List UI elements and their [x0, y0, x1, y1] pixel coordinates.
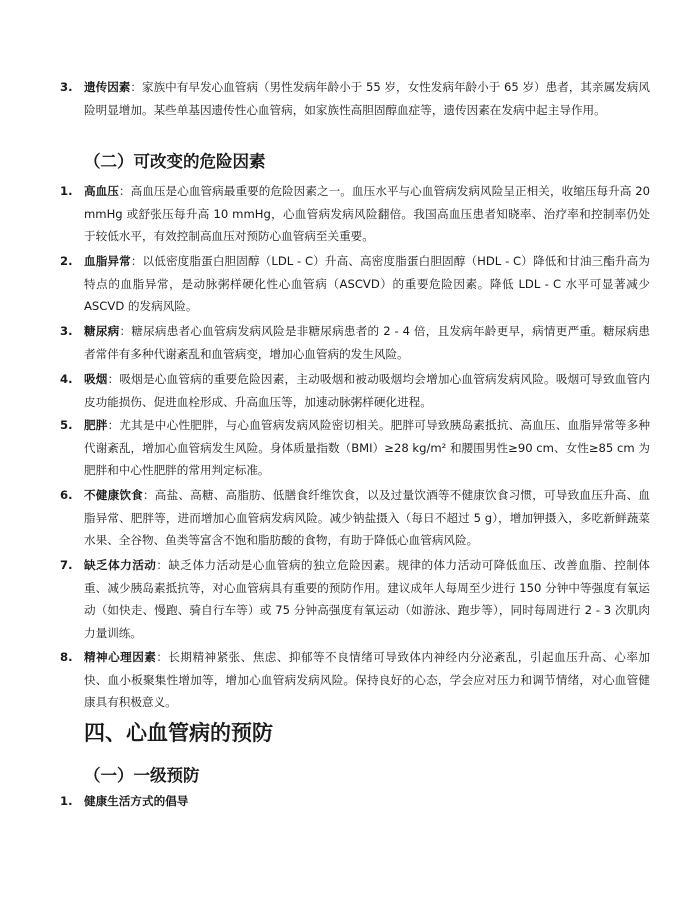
item-text: ：尤其是中心性肥胖，与心血管病发病风险密切相关。肥胖可导致胰岛素抵抗、高血压、血脂异常等多种代谢紊乱，增加心血管病发生风险。身体质量指数（BMI）≥28 kg/m² 和腰围男性≥90 cm、女性≥85 cm 为肥胖和中心性肥胖的常用判定标准。 — [84, 418, 650, 477]
item-body — [84, 484, 650, 552]
item-text: ：高血压是心血管病最重要的危险因素之一。血压水平与心血管病发病风险呈正相关，收缩压每升高 20 mmHg 或舒张压每升高 10 mmHg，心血管病发病风险翻倍。我国高血压患者知晓率、治疗率和控制率仍处于较低水平，有效控制高血压对预防心血管病至关重要。 — [84, 184, 650, 243]
list-item-physical-activity — [60, 554, 650, 644]
item-number: 1. — [60, 184, 73, 198]
item-number: 5. — [60, 418, 73, 432]
list-item-diabetes — [60, 320, 650, 365]
item-body — [84, 646, 650, 714]
item-title: 缺乏体力活动 — [84, 558, 157, 572]
list-item-diet — [60, 484, 650, 552]
item-title: 高血压 — [84, 184, 119, 198]
section-heading-primary: （一）一级预防 — [84, 766, 200, 785]
item-number: 4. — [60, 372, 73, 386]
item-body — [84, 368, 650, 413]
section-heading-modifiable: （二）可改变的危险因素 — [84, 152, 266, 171]
item-text: ：以低密度脂蛋白胆固醇（LDL - C）升高、高密度脂蛋白胆固醇（HDL - C）降低和甘油三酯升高为特点的血脂异常，是动脉粥样硬化性心血管病（ASCVD）的重要危险因素。降低 LDL - C 水平可显著减少 ASCVD 的发病风险。 — [84, 254, 650, 313]
item-title: 糖尿病 — [84, 324, 120, 338]
item-body — [84, 414, 650, 482]
list-item-smoking — [60, 368, 650, 413]
list-item-obesity — [60, 414, 650, 482]
sub-item-lifestyle — [60, 790, 188, 812]
item-number: 3. — [60, 80, 73, 94]
list-item-hypertension — [60, 180, 650, 248]
item-text: ：糖尿病患者心血管病发病风险是非糖尿病患者的 2 - 4 倍，且发病年龄更早，病情更严重。糖尿病患者常伴有多种代谢紊乱和血管病变，增加心血管病的发生风险。 — [84, 324, 650, 361]
item-title: 健康生活方式的倡导 — [84, 794, 189, 808]
item-title: 肥胖 — [84, 418, 108, 432]
item-title: 遗传因素 — [84, 80, 131, 94]
item-title: 血脂异常 — [84, 254, 131, 268]
item-body — [84, 250, 650, 318]
item-text: ：家族中有早发心血管病（男性发病年龄小于 55 岁，女性发病年龄小于 65 岁）患者，其亲属发病风险明显增加。某些单基因遗传性心血管病，如家族性高胆固醇血症等，遗传因素在发病中起主导作用。 — [84, 80, 650, 117]
item-text: ：高盐、高糖、高脂肪、低膳食纤维饮食，以及过量饮酒等不健康饮食习惯，可导致血压升高、血脂异常、肥胖等，进而增加心血管病发病风险。减少钠盐摄入（每日不超过 5 g），增加钾摄入，多吃新鲜蔬菜水果、全谷物、鱼类等富含不饱和脂肪酸的食物，有助于降低心血管病风险。 — [84, 488, 650, 547]
item-body — [84, 76, 650, 121]
item-body — [84, 320, 650, 365]
item-number: 8. — [60, 650, 73, 664]
item-number: 6. — [60, 488, 73, 502]
item-title: 精神心理因素 — [84, 650, 157, 664]
item-body — [84, 180, 650, 248]
item-number: 2. — [60, 254, 73, 268]
list-item-psychological — [60, 646, 650, 714]
item-text: ：吸烟是心血管病的重要危险因素，主动吸烟和被动吸烟均会增加心血管病发病风险。吸烟可导致血管内皮功能损伤、促进血栓形成、升高血压等，加速动脉粥样硬化进程。 — [84, 372, 650, 409]
item-title: 不健康饮食 — [84, 488, 143, 502]
chapter-heading-prevention: 四、心血管病的预防 — [84, 721, 273, 745]
item-body — [84, 554, 650, 644]
item-text: ：缺乏体力活动是心血管病的独立危险因素。规律的体力活动可降低血压、改善血脂、控制体重、减少胰岛素抵抗等，对心血管病具有重要的预防作用。建议成年人每周至少进行 150 分钟中等强度有氧运动（如快走、慢跑、骑自行车等）或 75 分钟高强度有氧运动（如游泳、跑步等），同时每周进行 2 - 3 次肌肉力量训练。 — [84, 558, 650, 640]
item-number: 1. — [60, 794, 73, 808]
item-text: ：长期精神紧张、焦虑、抑郁等不良情绪可导致体内神经内分泌紊乱，引起血压升高、心率加快、血小板聚集性增加等，增加心血管病发病风险。保持良好的心态，学会应对压力和调节情绪，对心血管健康具有积极意义。 — [84, 650, 650, 709]
list-item-dyslipidemia — [60, 250, 650, 318]
item-number: 3. — [60, 324, 73, 338]
item-title: 吸烟 — [84, 372, 108, 386]
list-item-genetic — [60, 76, 650, 121]
item-number: 7. — [60, 558, 73, 572]
